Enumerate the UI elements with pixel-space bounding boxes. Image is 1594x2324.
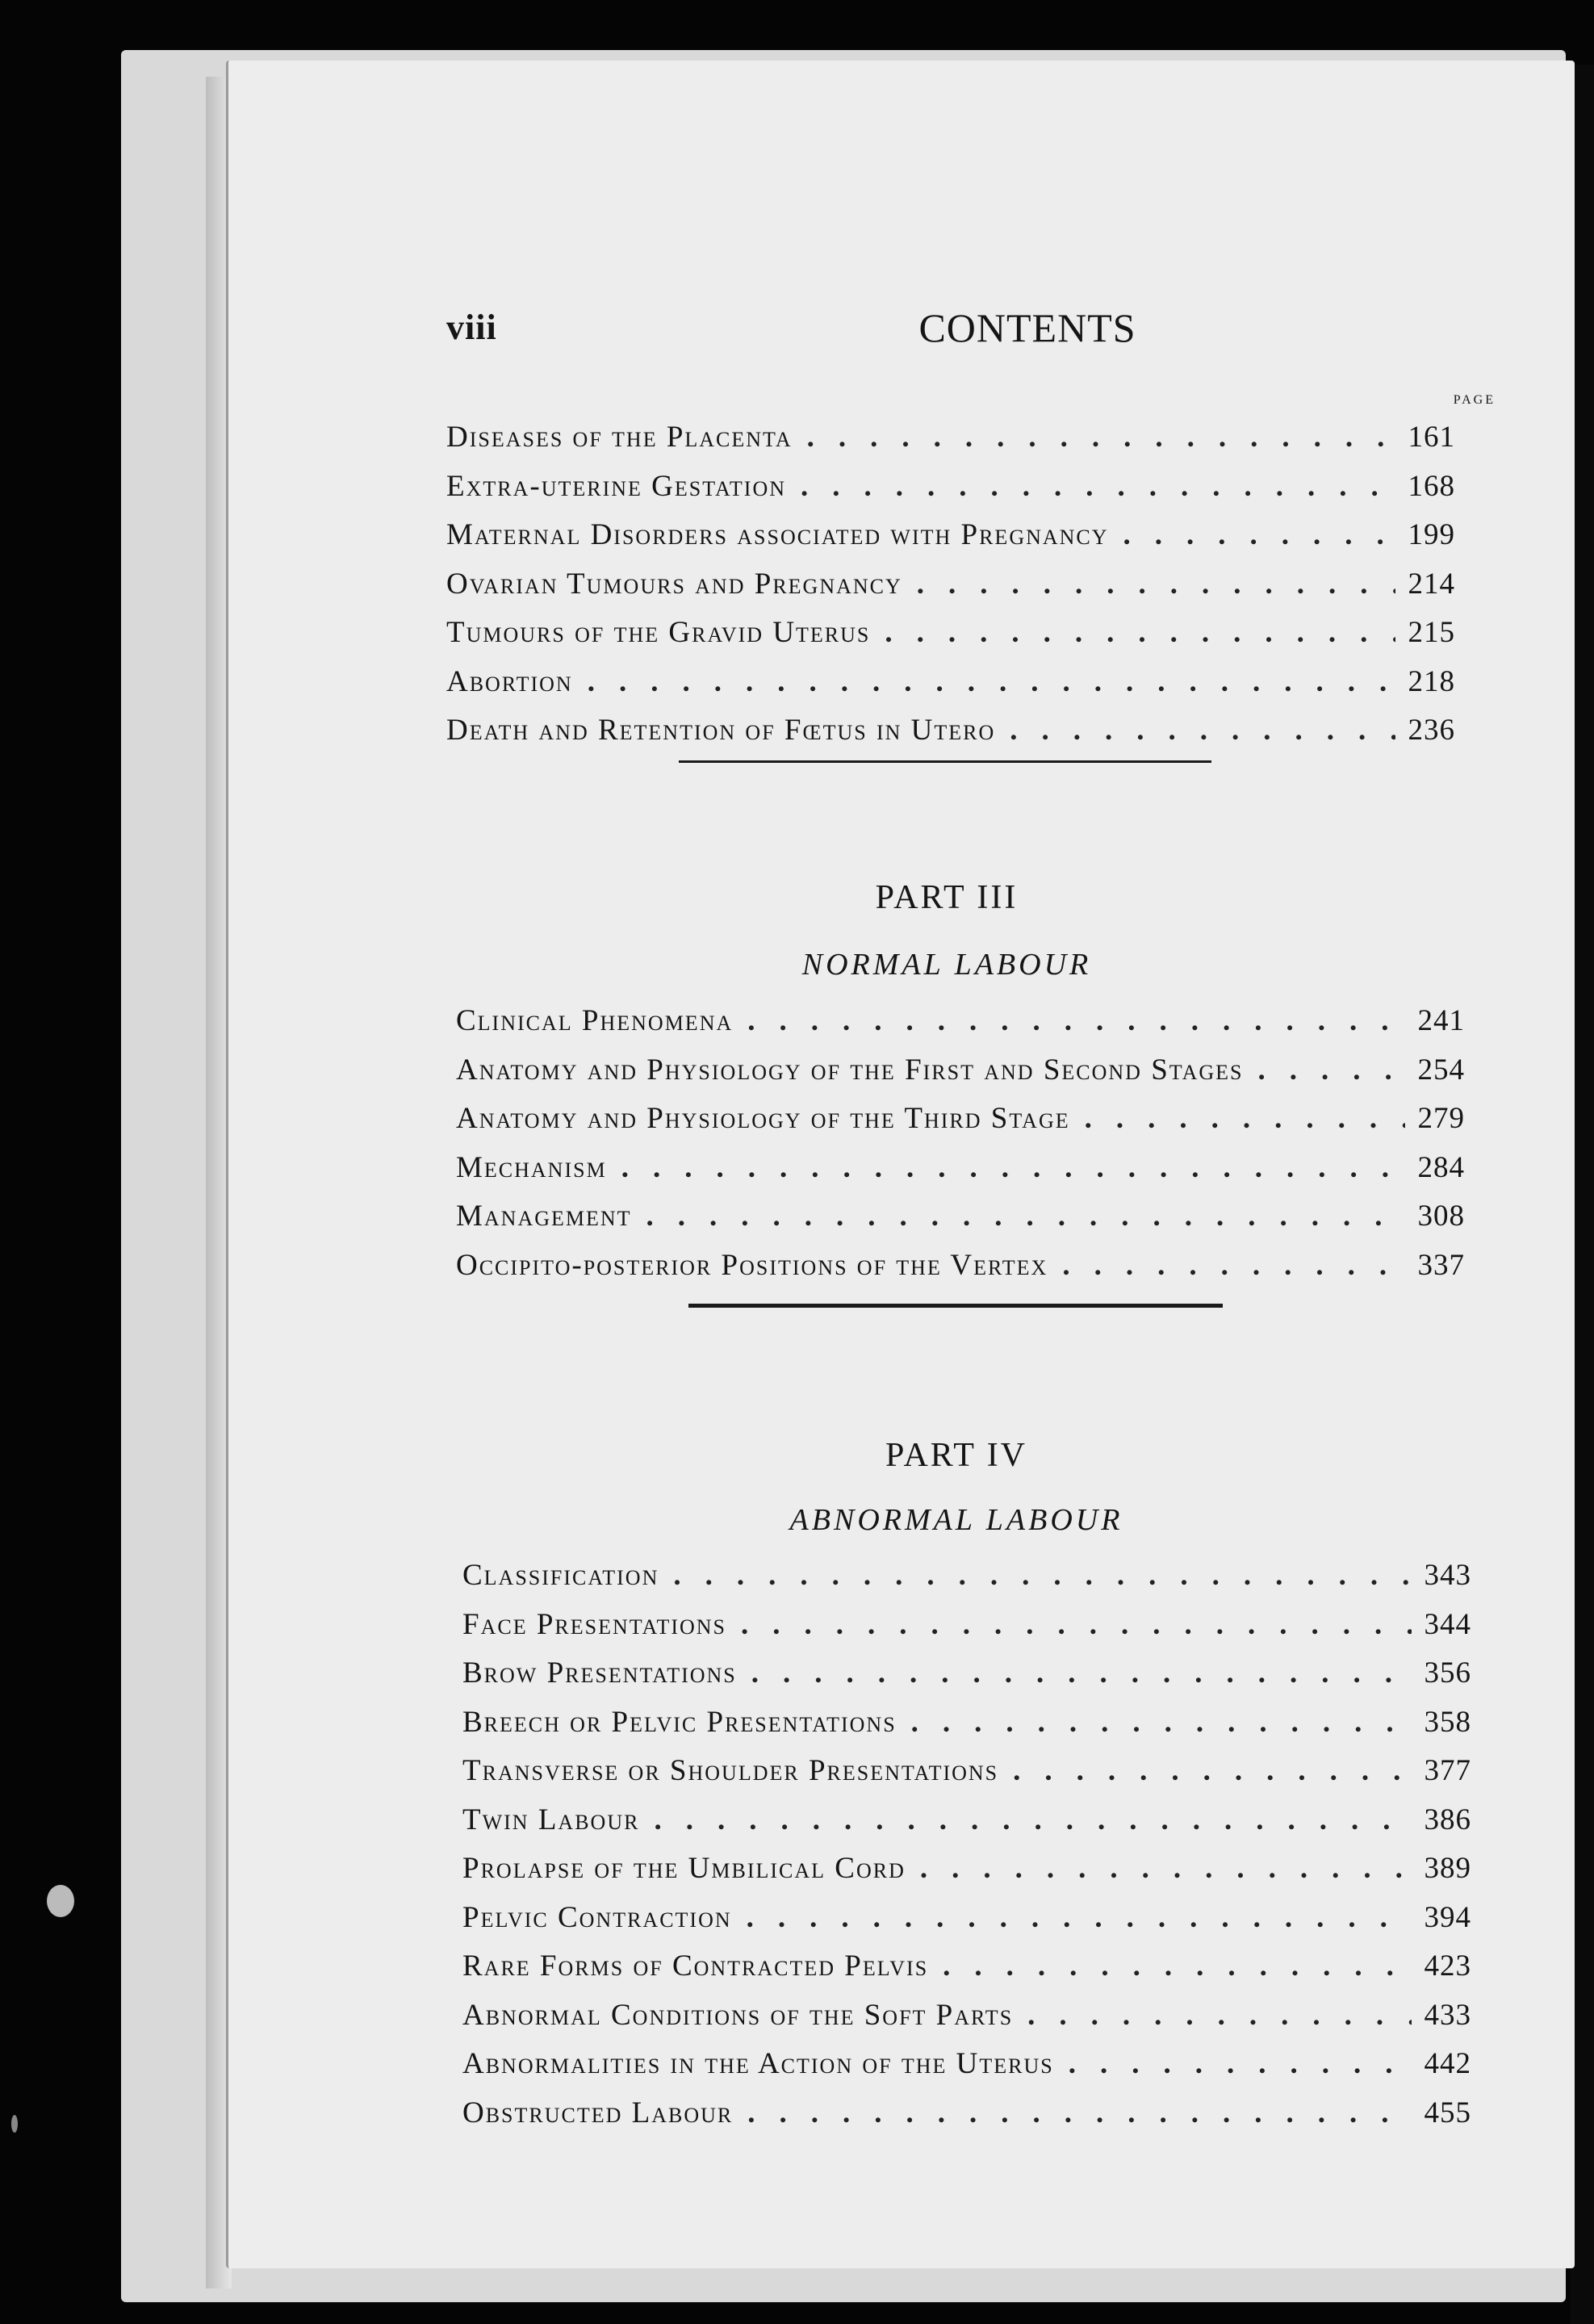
dot-leader [747, 1900, 1412, 1935]
toc-entry-title: Abnormalities in the Action of the Uterus [462, 2047, 1054, 2080]
dot-leader [801, 469, 1395, 504]
toc-entry-title: Transverse or Shoulder Presentations [462, 1754, 999, 1787]
scan-speck [47, 1885, 74, 1917]
toc-entry-title: Diseases of the Placenta [446, 421, 793, 454]
toc-entry-page: 241 [1417, 1004, 1465, 1037]
toc-entry-title: Breech or Pelvic Presentations [462, 1705, 897, 1739]
dot-leader [747, 2096, 1412, 2130]
toc-entry-page: 236 [1408, 714, 1455, 747]
dot-leader [943, 1949, 1412, 1983]
toc-entry[interactable] [446, 664, 1455, 714]
toc-entry-page: 344 [1424, 1607, 1471, 1641]
toc-entry-title: Extra-uterine Gestation [446, 469, 786, 503]
toc-entry[interactable] [462, 1949, 1471, 1998]
dot-leader [920, 1851, 1412, 1886]
toc-entry[interactable] [446, 469, 1455, 518]
toc-entry[interactable] [446, 713, 1455, 762]
toc-entry-page: 218 [1408, 664, 1455, 698]
toc-entry-title: Anatomy and Physiology of the Third Stage [456, 1102, 1070, 1135]
scan-speck [11, 2115, 18, 2133]
toc-entry-page: 377 [1424, 1754, 1471, 1787]
toc-entry-title: Tumours of the Gravid Uterus [446, 616, 871, 649]
toc-entry-page: 161 [1408, 421, 1455, 454]
toc-entry-page: 394 [1424, 1900, 1471, 1934]
dot-leader [1010, 713, 1395, 747]
toc-entry-title: Twin Labour [462, 1803, 640, 1836]
toc-entry[interactable] [446, 567, 1455, 616]
dot-leader [1013, 1753, 1412, 1788]
toc-entry[interactable] [462, 1607, 1471, 1656]
toc-entry-title: Anatomy and Physiology of the First and Second Stages [456, 1053, 1244, 1087]
toc-entry[interactable] [446, 517, 1455, 567]
toc-entry[interactable] [446, 615, 1455, 664]
toc-entry-title: Occipito-posterior Positions of the Vertex [456, 1248, 1048, 1282]
toc-entry-page: 254 [1417, 1053, 1465, 1087]
toc-entry[interactable] [456, 1248, 1465, 1297]
book-page [226, 61, 1575, 2268]
toc-entry[interactable] [462, 2046, 1471, 2096]
toc-entry-title: Pelvic Contraction [462, 1900, 732, 1934]
toc-section-continued [446, 420, 1455, 762]
toc-entry-page: 337 [1417, 1248, 1465, 1282]
dot-leader [1123, 517, 1395, 552]
toc-section-part-iii [456, 1003, 1465, 1296]
dot-leader [1257, 1053, 1405, 1087]
dot-leader [807, 420, 1395, 454]
toc-entry-title: Abortion [446, 664, 573, 698]
toc-entry-page: 168 [1408, 469, 1455, 503]
toc-entry-page: 386 [1424, 1803, 1471, 1836]
toc-entry-title: Clinical Phenomena [456, 1004, 734, 1037]
part-heading: PART IV [885, 1437, 1028, 1474]
toc-entry[interactable] [462, 1656, 1471, 1705]
part-subheading: NORMAL LABOUR [801, 948, 1092, 982]
dot-leader [646, 1199, 1405, 1233]
dot-leader [751, 1656, 1412, 1690]
running-head-title: CONTENTS [918, 305, 1136, 350]
toc-entry-title: Mechanism [456, 1150, 607, 1184]
toc-entry-title: Management [456, 1200, 632, 1233]
dot-leader [621, 1150, 1405, 1185]
part-subheading: ABNORMAL LABOUR [789, 1503, 1123, 1537]
toc-entry-page: 199 [1408, 518, 1455, 551]
toc-entry-title: Face Presentations [462, 1607, 726, 1641]
dot-leader [1062, 1248, 1405, 1283]
toc-entry-page: 215 [1408, 616, 1455, 649]
toc-entry-page: 356 [1424, 1656, 1471, 1690]
toc-entry[interactable] [456, 1150, 1465, 1200]
toc-entry[interactable] [462, 1851, 1471, 1900]
section-divider-rule [679, 760, 1211, 763]
toc-entry[interactable] [462, 2096, 1471, 2145]
toc-entry-title: Classification [462, 1559, 659, 1592]
toc-entry[interactable] [456, 1003, 1465, 1053]
section-divider-rule [688, 1304, 1223, 1308]
toc-entry-page: 358 [1424, 1705, 1471, 1739]
toc-entry[interactable] [462, 1998, 1471, 2047]
toc-entry-title: Ovarian Tumours and Pregnancy [446, 567, 902, 601]
toc-entry-title: Brow Presentations [462, 1656, 737, 1690]
dot-leader [747, 1003, 1405, 1038]
toc-entry-page: 214 [1408, 567, 1455, 601]
toc-entry-page: 423 [1424, 1949, 1471, 1983]
toc-entry[interactable] [462, 1803, 1471, 1852]
toc-entry-title: Maternal Disorders associated with Pregnancy [446, 518, 1109, 551]
dot-leader [885, 615, 1395, 650]
toc-entry[interactable] [456, 1053, 1465, 1102]
toc-entry-page: 433 [1424, 1998, 1471, 2032]
toc-entry-title: Obstructed Labour [462, 2096, 734, 2129]
toc-entry-title: Death and Retention of Fœtus in Utero [446, 714, 996, 747]
toc-entry-page: 279 [1417, 1102, 1465, 1135]
page-column-label: PAGE [1453, 393, 1496, 407]
dot-leader [654, 1803, 1412, 1837]
dot-leader [741, 1607, 1412, 1642]
toc-entry[interactable] [462, 1900, 1471, 1949]
toc-entry-page: 343 [1424, 1559, 1471, 1592]
toc-entry-title: Abnormal Conditions of the Soft Parts [462, 1998, 1014, 2032]
toc-entry-page: 308 [1417, 1200, 1465, 1233]
toc-section-part-iv [462, 1558, 1471, 2144]
dot-leader [1027, 1998, 1412, 2033]
dot-leader [588, 664, 1395, 699]
toc-entry-page: 389 [1424, 1852, 1471, 1885]
toc-entry[interactable] [456, 1199, 1465, 1248]
toc-entry[interactable] [462, 1705, 1471, 1754]
dot-leader [673, 1558, 1412, 1593]
dot-leader [1069, 2046, 1412, 2081]
dot-leader [911, 1705, 1412, 1740]
toc-entry-page: 284 [1417, 1150, 1465, 1184]
toc-entry[interactable] [446, 420, 1455, 469]
toc-entry[interactable] [462, 1558, 1471, 1607]
toc-entry-page: 442 [1424, 2047, 1471, 2080]
dot-leader [1085, 1101, 1405, 1136]
toc-entry-title: Rare Forms of Contracted Pelvis [462, 1949, 929, 1983]
toc-entry[interactable] [462, 1753, 1471, 1803]
dot-leader [917, 567, 1395, 601]
toc-entry-page: 455 [1424, 2096, 1471, 2129]
page-number: viii [446, 308, 497, 347]
part-heading: PART III [875, 879, 1019, 916]
toc-entry-title: Prolapse of the Umbilical Cord [462, 1852, 906, 1885]
toc-entry[interactable] [456, 1101, 1465, 1150]
